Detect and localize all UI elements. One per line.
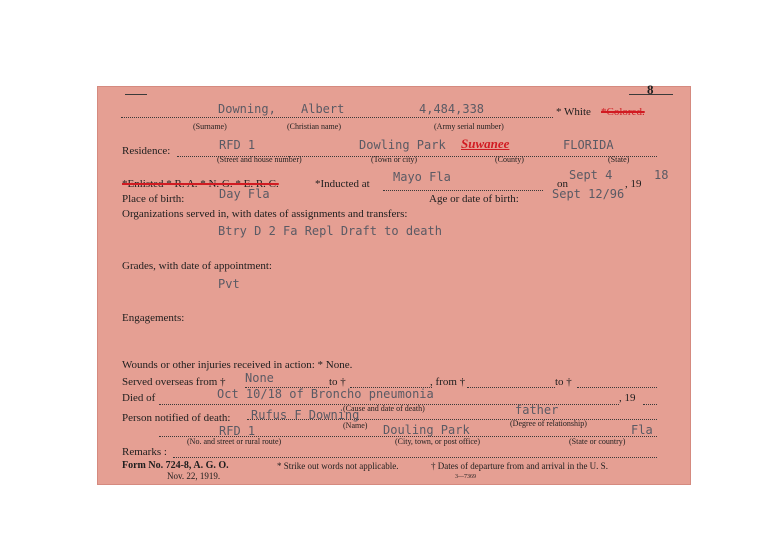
inducted-label: *Inducted at (315, 178, 370, 190)
top-left-rule (125, 94, 147, 95)
grade-value: Pvt (218, 277, 240, 291)
engagements-label: Engagements: (122, 312, 185, 324)
serial-caption: (Army serial number) (434, 122, 504, 131)
grades-label: Grades, with date of appointment: (122, 260, 272, 272)
enlisted-options: *Enlisted * R. A. * N. G. * E. R. C. (122, 178, 279, 190)
residence-town-value: Dowling Park (359, 138, 446, 152)
card-number: 8 (647, 82, 654, 97)
wounds-label: Wounds or other injuries received in action: * None. (122, 359, 353, 371)
overseas-from-label: , from † (430, 376, 466, 388)
died-of-value: Oct 10/18 of Broncho pneumonia (217, 387, 434, 401)
surname-value: Downing, (218, 102, 276, 116)
date-of-birth-value: Sept 12/96 (552, 187, 625, 201)
serial-number-value: 4,484,338 (419, 102, 485, 116)
age-dob-label: Age or date of birth: (429, 193, 519, 205)
town-caption: (Town or city) (371, 155, 418, 164)
overseas-to-label: to † (329, 376, 346, 388)
city-caption: (City, town, or post office) (395, 437, 481, 446)
induction-line (383, 190, 543, 191)
residence-state-value: FLORIDA (563, 138, 614, 152)
notified-state-value: Fla (631, 423, 653, 437)
residence-street-value: RFD 1 (219, 138, 256, 152)
served-overseas-label: Served overseas from † (122, 376, 226, 388)
residence-county-value: Suwanee (461, 136, 510, 151)
on-label: on (557, 178, 568, 190)
name-line (121, 117, 553, 118)
form-date: Nov. 22, 1919. (167, 471, 221, 481)
form-number: Form No. 724-8, A. G. O. (122, 460, 229, 471)
street-caption: (Street and house number) (217, 155, 302, 164)
organizations-value: Btry D 2 Fa Repl Draft to death (218, 224, 442, 238)
cause-caption: (Cause and date of death) (343, 404, 425, 413)
place-of-birth-value: Day Fla (219, 187, 270, 201)
remarks-line (173, 457, 657, 458)
overseas-to-label-2: to † (555, 376, 572, 388)
service-record-card (97, 82, 691, 485)
remarks-label: Remarks : (122, 446, 167, 458)
inducted-at-value: Mayo Fla (393, 170, 451, 184)
person-notified-label: Person notified of death: (122, 412, 231, 424)
died-year-label: , 19 (619, 392, 636, 404)
notified-line (247, 419, 657, 420)
race-colored-label: *Colored. (601, 106, 645, 118)
notified-street-value: RFD 1 (219, 424, 256, 438)
notified-city-value: Douling Park (383, 423, 470, 437)
induction-year-value: 18 (654, 168, 669, 182)
overseas-line-3 (467, 387, 555, 388)
christian-name-caption: (Christian name) (287, 122, 341, 131)
residence-label: Residence: (122, 145, 171, 157)
state-caption: (State) (608, 155, 630, 164)
died-of-label: Died of (122, 392, 156, 404)
notified-name-value: Rufus F Downing (251, 408, 360, 422)
county-caption: (County) (495, 155, 524, 164)
dagger-note: † Dates of departure from and arrival in the U. S. (431, 461, 608, 471)
strike-out-note: * Strike out words not applicable. (277, 461, 399, 471)
induction-year-label: , 19 (625, 178, 642, 190)
died-year-line (643, 404, 657, 405)
no-street-caption: (No. and street or rural route) (187, 437, 282, 446)
relationship-caption: (Degree of relationship) (510, 419, 587, 428)
christian-name-value: Albert (301, 102, 345, 116)
print-code: 3—7369 (455, 474, 476, 480)
surname-caption: (Surname) (193, 122, 227, 131)
place-of-birth-label: Place of birth: (122, 193, 185, 205)
race-white-label: * White (556, 106, 591, 118)
overseas-line-4 (577, 387, 657, 388)
induction-date-value: Sept 4 (569, 168, 613, 182)
notified-relationship-value: father (515, 403, 559, 417)
organizations-label: Organizations served in, with dates of assignments and transfers: (122, 208, 408, 220)
name-caption: (Name) (343, 421, 368, 430)
overseas-from-value: None (245, 371, 274, 385)
state-country-caption: (State or country) (569, 437, 626, 446)
